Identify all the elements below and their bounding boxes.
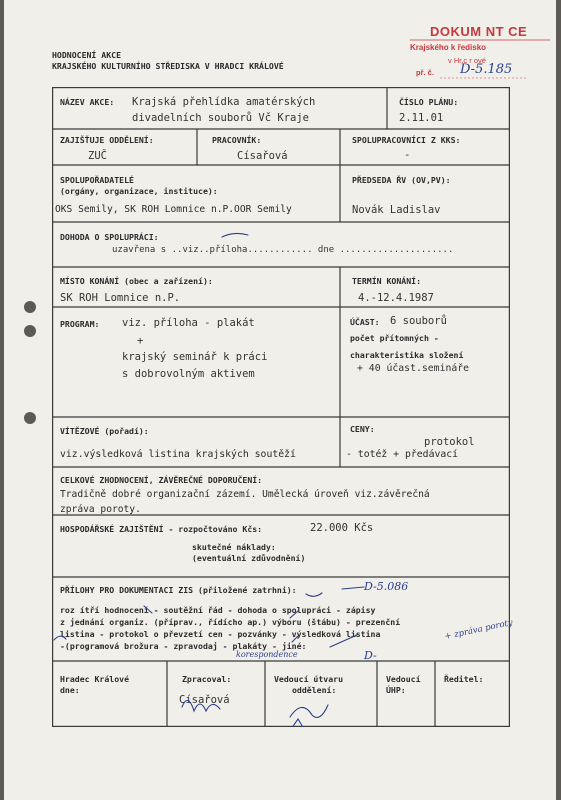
- header-line-1: HODNOCENÍ AKCE: [52, 50, 122, 60]
- hospodarske-label: HOSPODÁŘSKÉ ZAJIŠTĚNÍ - rozpočtováno Kčs:: [60, 524, 263, 534]
- ucast-line-2: charakteristika složení: [350, 350, 464, 360]
- ucast-label: ÚČAST:: [350, 317, 380, 327]
- dne-label: dne:: [60, 685, 80, 695]
- pracovnik-label: PRACOVNÍK:: [212, 135, 262, 145]
- reditel-label: Ředitel:: [444, 674, 484, 684]
- evaluation-form: [52, 87, 514, 727]
- ceny-line-1: protokol: [424, 436, 475, 448]
- prilohy-label: PŘÍLOHY PRO DOKUMENTACI ZIS (přiložené zatrhni):: [60, 585, 297, 595]
- spolupor-value: OKS Semily, SK ROH Lomnice n.P.OOR Semily: [55, 204, 292, 215]
- ucast-line-1: počet přítomných -: [350, 333, 439, 343]
- registry-stamp: [396, 18, 556, 80]
- nazev-akce-label: NÁZEV AKCE:: [60, 97, 115, 107]
- zajistuje-value: ZUČ: [88, 150, 107, 162]
- prilohy-line-1: roz ítří hodnocení - soutěžní řád - dohoda o spolupráci - zápisy: [60, 605, 376, 615]
- punch-hole: [24, 412, 36, 424]
- vitezove-label: VÍTĚZOVÉ (pořadí):: [60, 426, 149, 436]
- ceny-line-2: - totéž + předávací: [346, 449, 459, 460]
- misto-value: SK ROH Lomnice n.P.: [60, 292, 181, 304]
- ceny-label: CENY:: [350, 424, 375, 434]
- spolupracovnici-label: SPOLUPRACOVNÍCI Z KKS:: [352, 135, 461, 145]
- zajistuje-label: ZAJIŠŤUJE ODDĚLENÍ:: [60, 135, 154, 145]
- handwritten-d-ref: D-: [364, 649, 377, 662]
- celkove-label: CELKOVÉ ZHODNOCENÍ, ZÁVĚREČNÉ DOPORUČENÍ:: [60, 475, 263, 485]
- header-line-2: KRAJSKÉHO KULTURNÍHO STŘEDISKA V HRADCI KRÁLOVÉ: [52, 61, 284, 71]
- predseda-label: PŘEDSEDA ŘV (OV,PV):: [352, 175, 451, 185]
- spolupor-label-1: SPOLUPOŘADATELÉ: [60, 175, 134, 185]
- vitezove-value: viz.výsledková listina krajských soutěží: [60, 449, 296, 460]
- dohoda-label: DOHODA O SPOLUPRÁCI:: [60, 232, 159, 242]
- prilohy-line-2: z jednání organiz. (příprav., řídícho ap.) výboru (štábu) - prezenční: [60, 617, 401, 627]
- program-line-3: krajský seminář k práci: [122, 351, 268, 363]
- hradec-label: Hradec Králové: [60, 674, 130, 684]
- ucast-value: 6 souborů: [390, 315, 447, 327]
- program-label: PROGRAM:: [60, 319, 100, 329]
- document-page: [4, 0, 556, 800]
- nazev-akce-line-2: divadelních souborů Vč Kraje: [132, 112, 310, 124]
- ucast-line-3: + 40 účast.semináře: [357, 363, 470, 374]
- hospodarske-value: 22.000 Kčs: [310, 522, 374, 534]
- zpracoval-label: Zpracoval:: [182, 674, 232, 684]
- vedouci-utvaru-label-1: Vedoucí útvaru: [274, 674, 344, 684]
- cislo-planu-value: 2.11.01: [399, 112, 444, 124]
- prilohy-line-4: -(programová brožura - zpravodaj - plakáty - jiné:: [60, 641, 307, 651]
- handwritten-korespondence: korespondence: [236, 650, 298, 659]
- celkove-line-2: zpráva poroty.: [60, 504, 141, 515]
- handwritten-prilohy-ref: D-5.086: [364, 580, 409, 593]
- stamp-lines: [396, 18, 556, 80]
- misto-label: MÍSTO KONÁNÍ (obec a zařízení):: [60, 276, 213, 286]
- celkove-line-1: Tradičně dobré organizační zázemí. Umělecká úroveň viz.závěrečná: [60, 489, 430, 500]
- zpracoval-value: Císařová: [179, 694, 230, 706]
- nazev-akce-line-1: Krajská přehlídka amatérských: [132, 96, 316, 108]
- spolupor-label-2: (orgány, organizace, instituce):: [60, 186, 218, 196]
- stamp-sub-2: v Hr.c r ové: [448, 56, 486, 65]
- cislo-planu-label: ČÍSLO PLÁNU:: [399, 97, 459, 107]
- spolupracovnici-value: -: [404, 149, 411, 161]
- punch-hole: [24, 325, 36, 337]
- vedouci-uhp-label-2: ÚHP:: [386, 685, 406, 695]
- hospodarske-line-2: skutečné náklady:: [192, 542, 276, 552]
- stamp-number-value: D-5.185: [460, 62, 513, 77]
- dohoda-line: uzavřena s ..viz..příloha............ dne .....................: [112, 245, 454, 255]
- program-line-4: s dobrovolným aktivem: [122, 368, 255, 380]
- vedouci-utvaru-label-2: oddělení:: [292, 685, 337, 695]
- program-line-1: viz. příloha - plakát: [122, 317, 255, 329]
- prilohy-line-3: listina - protokol o převzetí cen - pozvánky - výsledková listina: [60, 629, 381, 639]
- handwritten-extra-note: + zpráva poroty: [443, 617, 514, 643]
- stamp-title: DOKUM NT CE: [430, 24, 528, 39]
- punch-hole: [24, 301, 36, 313]
- predseda-value: Novák Ladislav: [352, 204, 441, 216]
- termin-value: 4.-12.4.1987: [358, 292, 434, 304]
- program-line-2: +: [137, 335, 144, 347]
- vedouci-uhp-label-1: Vedoucí: [386, 674, 421, 684]
- hospodarske-line-3: (eventuální zdůvodnění): [192, 553, 306, 563]
- pracovnik-value: Císařová: [237, 150, 288, 162]
- handwritten-marks: [52, 87, 510, 727]
- stamp-sub-1: Krajského k ředisko: [410, 43, 487, 52]
- termin-label: TERMÍN KONÁNÍ:: [352, 276, 422, 286]
- stamp-number-label: př. č.: [416, 68, 434, 77]
